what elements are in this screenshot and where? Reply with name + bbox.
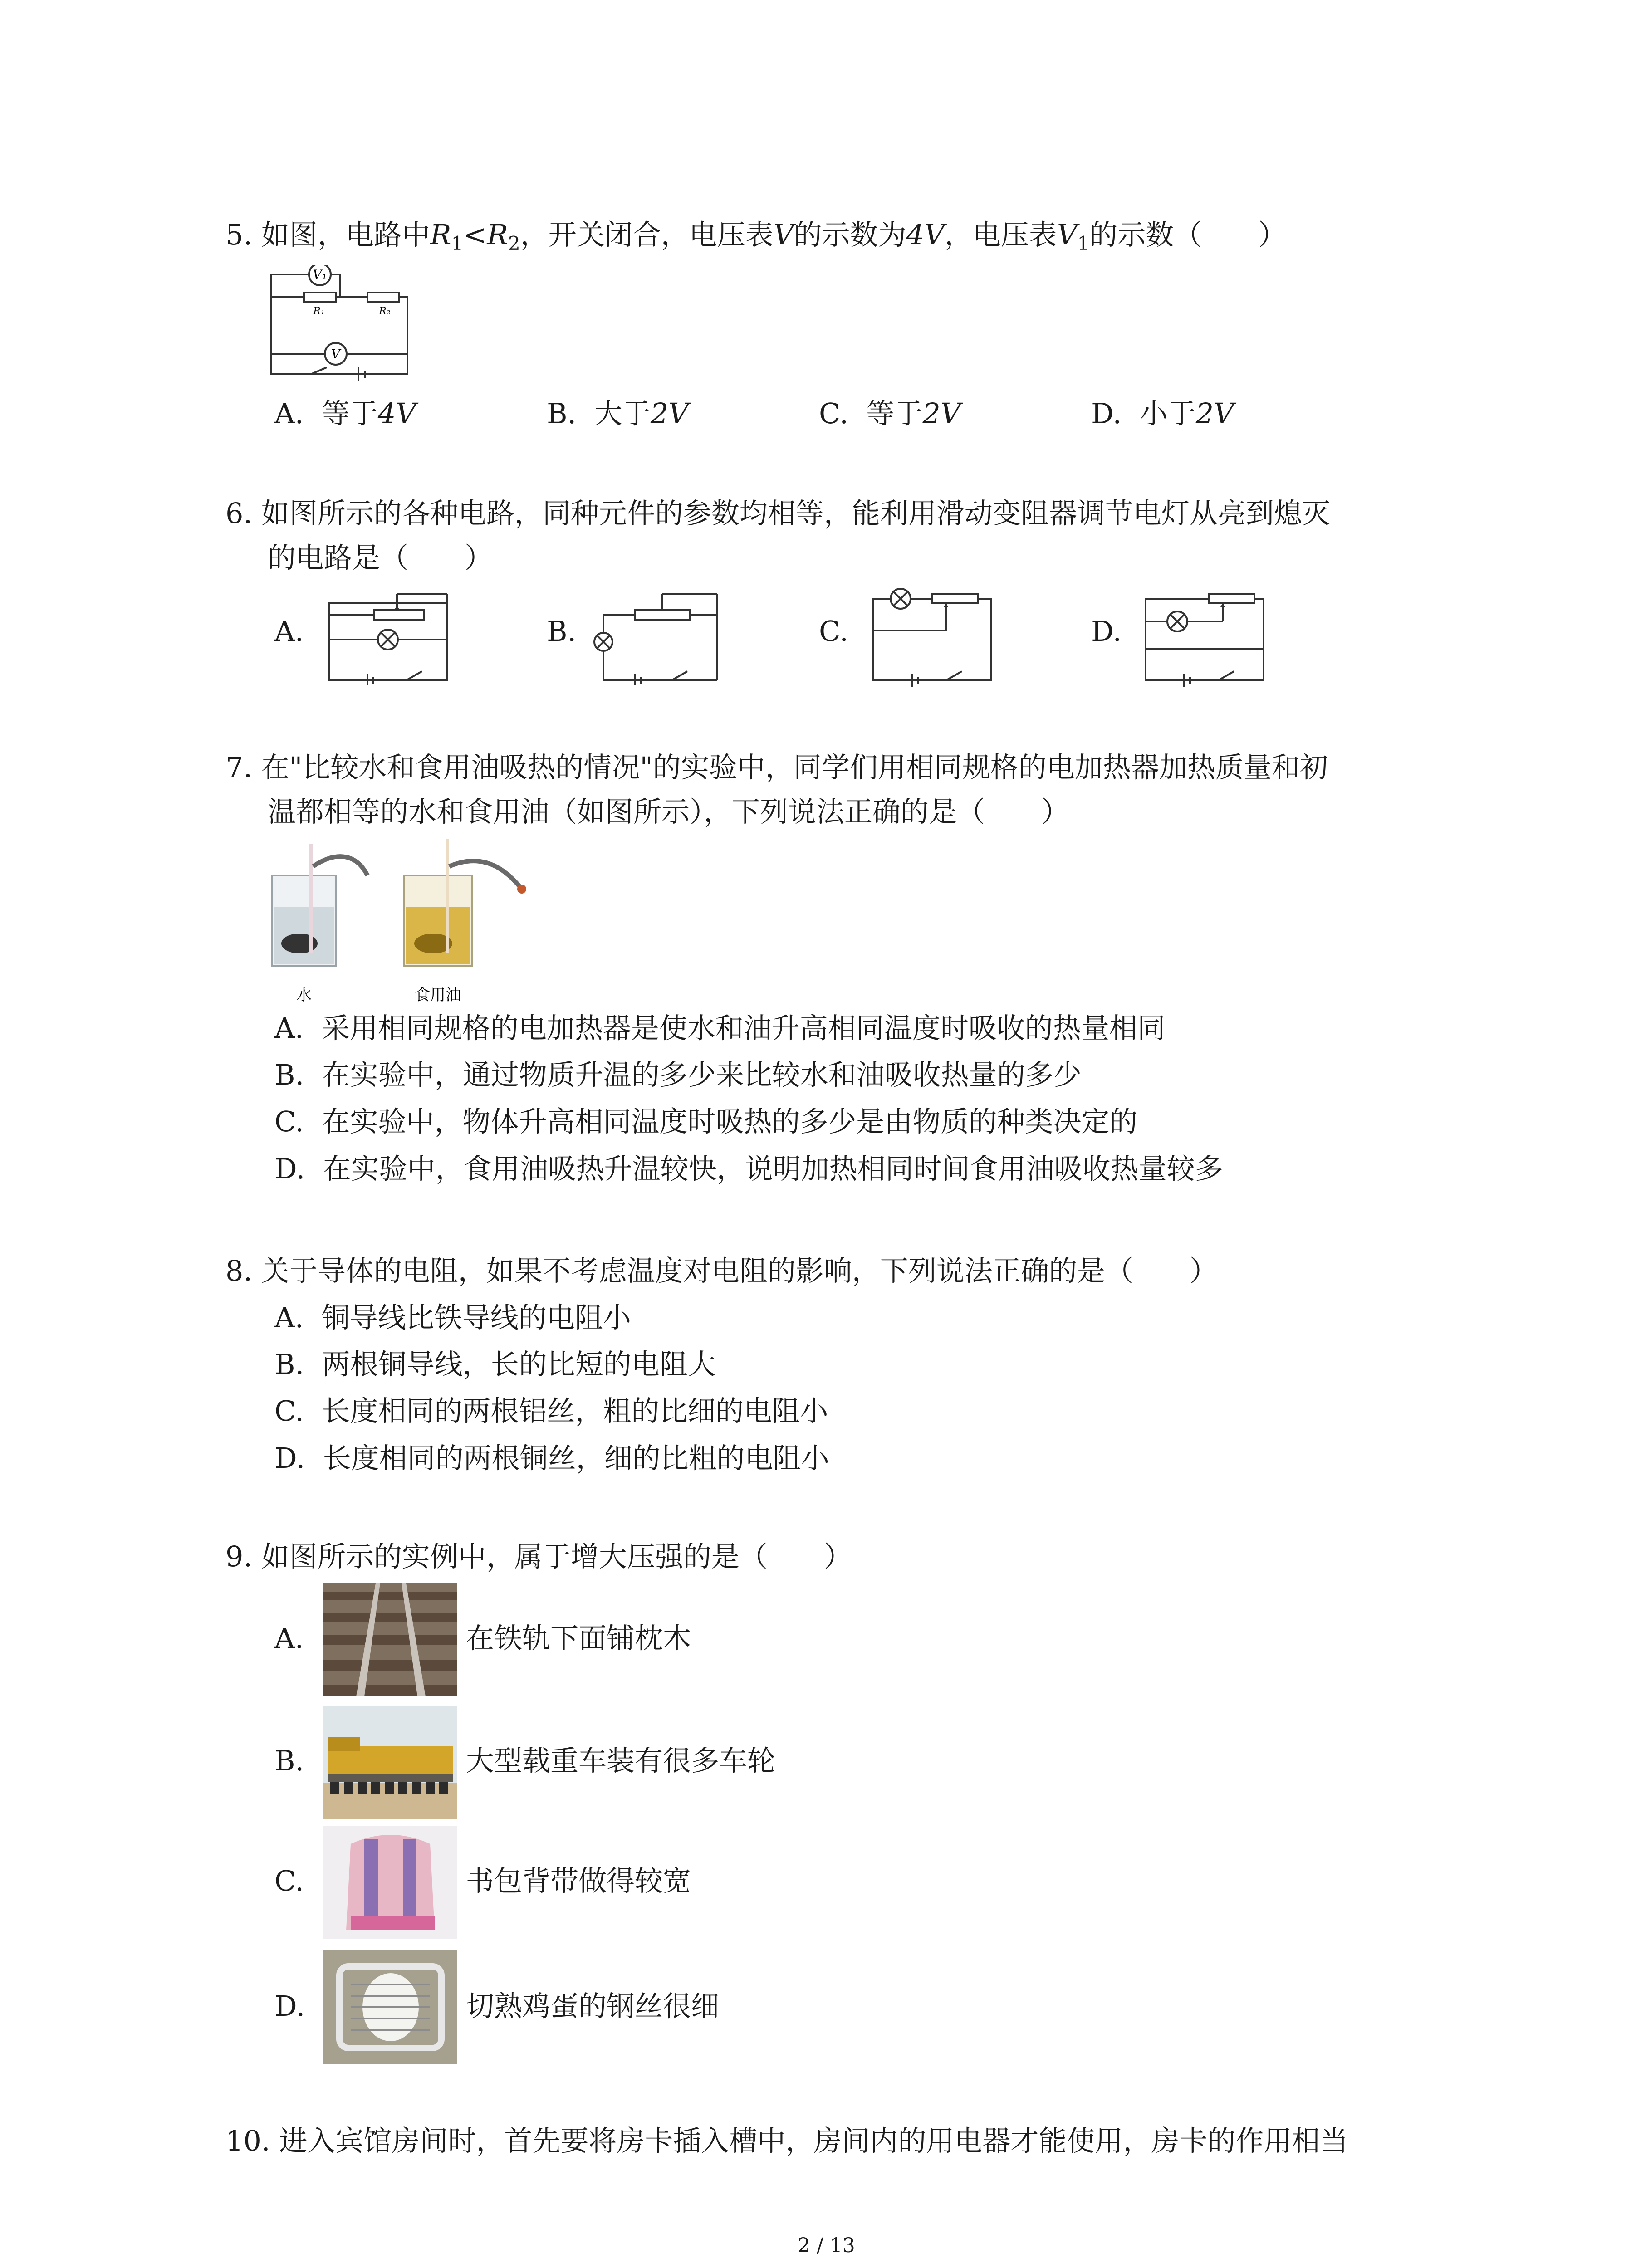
q9-option-c-letter[interactable]: C. — [274, 1864, 304, 1897]
q6-option-b-label[interactable]: B. — [547, 615, 577, 648]
q5-diagram-v-label: V — [331, 347, 341, 362]
q7-stem-line2: 温都相等的水和食用油（如图所示），下列说法正确的是（ ） — [268, 795, 1070, 828]
q9-option-a-text: 在铁轨下面铺枕木 — [466, 1622, 691, 1655]
q5-diagram-r2-label: R₂ — [379, 306, 391, 317]
q5-diagram-r1-label: R₁ — [313, 306, 325, 317]
q9-stem: 9. 如图所示的实例中，属于增大压强的是（ ） — [225, 1540, 852, 1573]
q6-option-a-label[interactable]: A. — [274, 615, 304, 648]
q9-option-c-text: 书包背带做得较宽 — [466, 1864, 691, 1897]
q5-stem: 5. 如图，电路中$R_1<R_2$，开关闭合，电压表V的示数为4V，电压表$V_1$的示数（ ） — [225, 218, 1287, 254]
q7-caption-oil: 食用油 — [415, 986, 461, 1004]
q10-stem: 10. 进入宾馆房间时，首先要将房卡插入槽中，房间内的用电器才能使用，房卡的作用相当 — [225, 2124, 1348, 2157]
q6-circuit-b — [590, 590, 726, 685]
q6-option-d-label[interactable]: D. — [1091, 615, 1122, 648]
q9-option-d-letter[interactable]: D. — [274, 1989, 305, 2023]
q9-option-a-letter[interactable]: A. — [274, 1622, 304, 1655]
q5-diagram-v1-label: V₁ — [313, 267, 327, 282]
q6-circuit-a — [324, 590, 451, 685]
q9-option-b-letter[interactable]: B. — [274, 1744, 304, 1777]
q7-option-a[interactable]: A. 采用相同规格的电加热器是使水和油升高相同温度时吸收的热量相同 — [274, 1012, 1166, 1045]
q6-circuit-c — [869, 585, 996, 689]
q8-option-a[interactable]: A. 铜导线比铁导线的电阻小 — [274, 1301, 631, 1334]
q7-stem-line1: 7. 在"比较水和食用油吸热的情况"的实验中，同学们用相同规格的电加热器加热质量和初 — [225, 751, 1328, 784]
q5-option-a[interactable]: A. 等于4V — [274, 397, 416, 430]
q9-egg-slicer-image — [323, 1950, 457, 2064]
q7-option-c[interactable]: C. 在实验中，物体升高相同温度时吸热的多少是由物质的种类决定的 — [274, 1105, 1138, 1138]
q5-option-d[interactable]: D. 小于2V — [1091, 397, 1234, 430]
q7-beakers-image — [268, 839, 540, 1007]
q8-option-c[interactable]: C. 长度相同的两根铝丝，粗的比细的电阻小 — [274, 1394, 828, 1427]
q7-option-b[interactable]: B. 在实验中，通过物质升温的多少来比较水和油吸收热量的多少 — [274, 1058, 1082, 1091]
q6-stem-line1: 6. 如图所示的各种电路，同种元件的参数均相等，能利用滑动变阻器调节电灯从亮到熄灭 — [225, 497, 1330, 530]
page-number: 2 / 13 — [798, 2234, 855, 2257]
q8-stem: 8. 关于导体的电阻，如果不考虑温度对电阻的影响，下列说法正确的是（ ） — [225, 1254, 1218, 1287]
q5-circuit-diagram — [268, 265, 417, 383]
q5-option-c[interactable]: C. 等于2V — [819, 397, 961, 430]
q9-option-b-text: 大型载重车装有很多车轮 — [466, 1744, 776, 1777]
q8-option-d[interactable]: D. 长度相同的两根铜丝，细的比粗的电阻小 — [274, 1442, 829, 1475]
q8-option-b[interactable]: B. 两根铜导线，长的比短的电阻大 — [274, 1348, 716, 1381]
q5-option-b[interactable]: B. 大于2V — [547, 397, 689, 430]
q6-stem-line2: 的电路是（ ） — [268, 541, 493, 574]
q7-caption-water: 水 — [296, 986, 312, 1004]
q6-circuit-d — [1141, 585, 1268, 689]
q9-option-d-text: 切熟鸡蛋的钢丝很细 — [466, 1989, 720, 2023]
q9-truck-image — [323, 1706, 457, 1819]
q6-option-c-label[interactable]: C. — [819, 615, 848, 648]
q9-backpack-image — [323, 1826, 457, 1939]
q9-railway-image — [323, 1583, 457, 1696]
q7-option-d[interactable]: D. 在实验中，食用油吸热升温较快，说明加热相同时间食用油吸收热量较多 — [274, 1152, 1223, 1185]
